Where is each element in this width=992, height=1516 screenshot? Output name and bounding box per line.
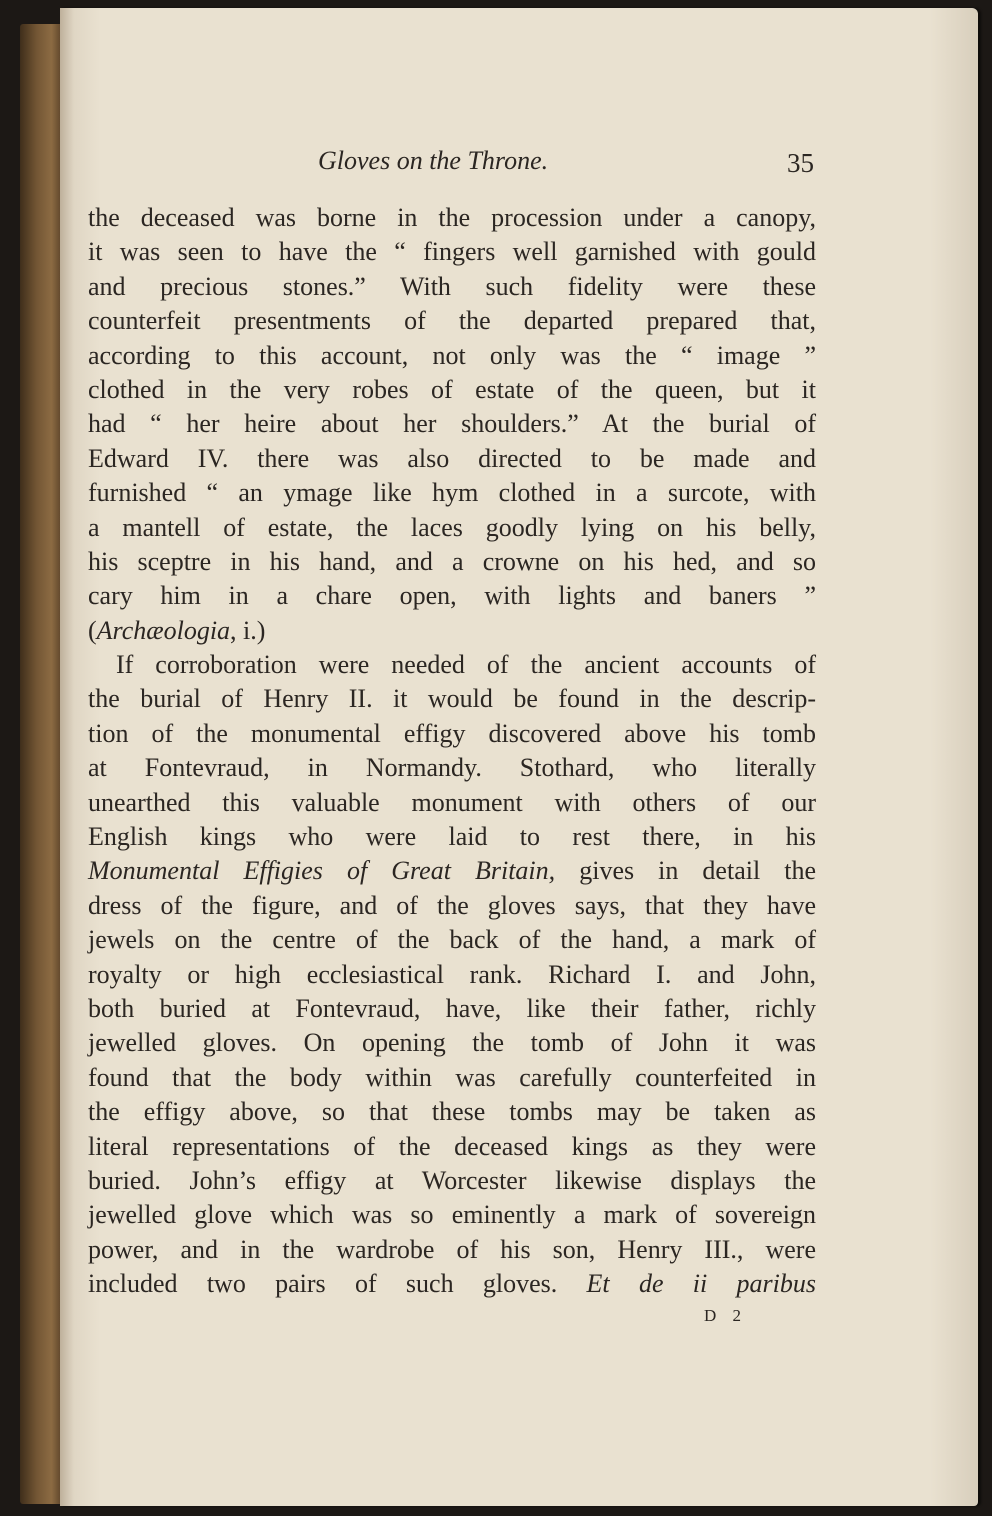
text-line: had “ her heire about her shoulders.” At the burial of bbox=[88, 409, 816, 439]
citation-line bbox=[88, 614, 816, 648]
text-line: counterfeit presentments of the departed prepared that, bbox=[88, 306, 816, 336]
text-line: furnished “ an ymage like hym clothed in a surcote, with bbox=[88, 478, 816, 508]
body-text bbox=[88, 201, 816, 1302]
text-line: a mantell of estate, the laces goodly lying on his belly, bbox=[88, 512, 816, 542]
text-line: royalty or high ecclesiastical rank. Richard I. and John, bbox=[88, 959, 816, 989]
text-line: and precious stones.” With such fidelity were these bbox=[88, 271, 816, 301]
text-line: found that the body within was carefully counterfeited in bbox=[88, 1062, 816, 1092]
latin-phrase: Et de ii paribus bbox=[586, 1269, 816, 1299]
running-title: Gloves on the Throne. bbox=[318, 146, 549, 175]
text-line: both buried at Fontevraud, have, like their father, richly bbox=[88, 993, 816, 1023]
text-line: If corroboration were needed of the ancient accounts of bbox=[116, 650, 816, 680]
signature-mark: D 2 bbox=[704, 1306, 748, 1325]
text-line: power, and in the wardrobe of his son, Henry III., were bbox=[88, 1234, 816, 1264]
book-cover-edge bbox=[20, 24, 62, 1504]
text-line: jewels on the centre of the back of the hand, a mark of bbox=[88, 925, 816, 955]
text-line: his sceptre in his hand, and a crowne on his hed, and so bbox=[88, 546, 816, 576]
last-line-text: included two pairs of such gloves. bbox=[88, 1269, 558, 1299]
book-title: Monumental Effigies of Great Britain, bbox=[88, 856, 556, 886]
text-line: clothed in the very robes of estate of the queen, but it bbox=[88, 374, 816, 404]
text-line: tion of the monumental effigy discovered above his tomb bbox=[88, 718, 816, 748]
text-line: the effigy above, so that these tombs may be taken as bbox=[88, 1097, 816, 1127]
text-line: cary him in a chare open, with lights and baners ” bbox=[88, 581, 816, 611]
text-line: at Fontevraud, in Normandy. Stothard, who literally bbox=[88, 753, 816, 783]
text-line: literal representations of the deceased kings as they were bbox=[88, 1131, 816, 1161]
text-line: according to this account, not only was the “ image ” bbox=[88, 340, 816, 370]
text-line: jewelled gloves. On opening the tomb of John it was bbox=[88, 1028, 816, 1058]
paragraph-1 bbox=[88, 201, 816, 648]
text-line: the burial of Henry II. it would be found in the descrip- bbox=[88, 684, 816, 714]
text-line: the deceased was borne in the procession under a canopy, bbox=[88, 203, 816, 232]
text-line: English kings who were laid to rest there, in his bbox=[88, 822, 816, 852]
paragraph-2 bbox=[88, 648, 816, 1301]
text-line: dress of the figure, and of the gloves says, that they have bbox=[88, 890, 816, 920]
page-number: 35 bbox=[787, 148, 814, 178]
citation-open: ( bbox=[88, 615, 97, 645]
text-line: Edward IV. there was also directed to be made and bbox=[88, 443, 816, 473]
text-line: unearthed this valuable monument with others of our bbox=[88, 787, 816, 817]
running-head bbox=[88, 146, 816, 186]
latin-line bbox=[88, 1267, 816, 1301]
book-title-continuation: gives in detail the bbox=[579, 856, 816, 886]
citation-work: Archæologia bbox=[96, 615, 231, 645]
text-line: jewelled glove which was so eminently a mark of sovereign bbox=[88, 1200, 816, 1230]
book-title-line bbox=[88, 854, 816, 888]
text-line: buried. John’s effigy at Worcester likewise displays the bbox=[88, 1165, 816, 1195]
citation-close: , i.) bbox=[230, 615, 266, 645]
text-line: it was seen to have the “ fingers well garnished with gould bbox=[88, 237, 816, 267]
